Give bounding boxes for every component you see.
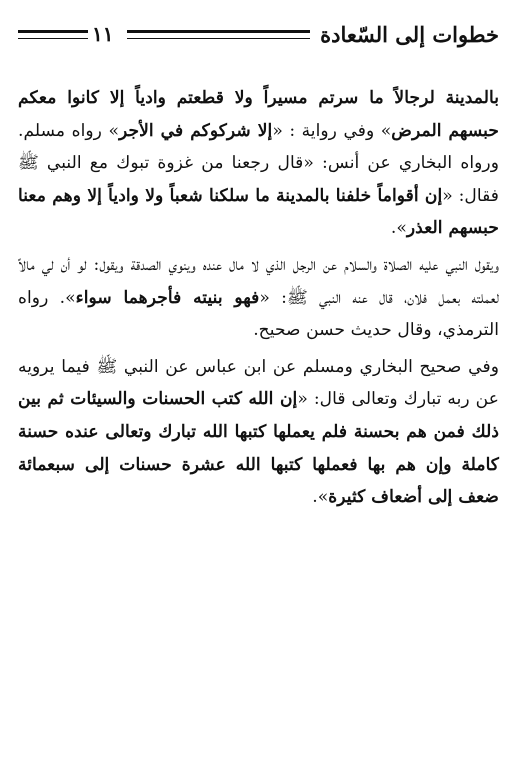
paragraph-2 <box>18 249 499 347</box>
narration-text: وفي صحيح البخاري ومسلم عن ابن عباس عن النبي ﷺ فيما يرويه عن ربه تبارك وتعالى قال: « <box>18 356 499 410</box>
narration-text: ». <box>312 487 329 508</box>
paragraph-1 <box>18 82 499 245</box>
hadith-text: بالمدينة لرجالاً ما سرتم مسيراً ولا قطعتم وادياً إلا كانوا معكم حبسهم المرض <box>18 88 499 141</box>
narration-text: » وفي رواية : « <box>272 120 392 141</box>
page-number: ١١ <box>92 22 114 46</box>
narration-text: » رواه مسلم. ورواه البخاري عن أنس: «قال رجعنا من غزوة تبوك مع النبي ﷺ فقال: « <box>18 120 500 206</box>
header-title: خطوات إلى السّعادة <box>320 21 499 47</box>
hadith-text: إلا شركوكم في الأجر <box>118 120 273 141</box>
paragraph-3 <box>18 351 499 514</box>
hadith-text: فهو بنيته فأجرهما سواء <box>75 287 260 308</box>
narration-text: ». رواه الترمذي، وقال حديث حسن صحيح. <box>18 287 499 341</box>
header-rule <box>127 30 310 39</box>
narration-text: ». <box>390 218 407 239</box>
hadith-text: إن الله كتب الحسنات والسيئات ثم بين ذلك فمن هم بحسنة فلم يعملها كتبها الله تبارك وتعالى عنده حسنة كاملة وإن هم بها فعملها كتبها الله عشرة حسنات إلى سبعمائة ضعف إلى أضعاف كثيرة <box>18 389 499 508</box>
header-rule-short <box>18 30 88 39</box>
narration-text: ويقول النبي عليه الصلاة والسلام عن الرجل الذي لا مال عنده وينوي الصدقة ويقول: لو أن لي مالاً لعملته بعمل فلان، قال عنه النبي ﷺ: « <box>18 254 499 308</box>
hadith-text: إن أقواماً خلفنا بالمدينة ما سلكنا شعباً ولا وادياً إلا وهم معنا حبسهم العذر <box>18 185 499 239</box>
page-body <box>18 82 499 514</box>
running-header <box>18 14 499 54</box>
